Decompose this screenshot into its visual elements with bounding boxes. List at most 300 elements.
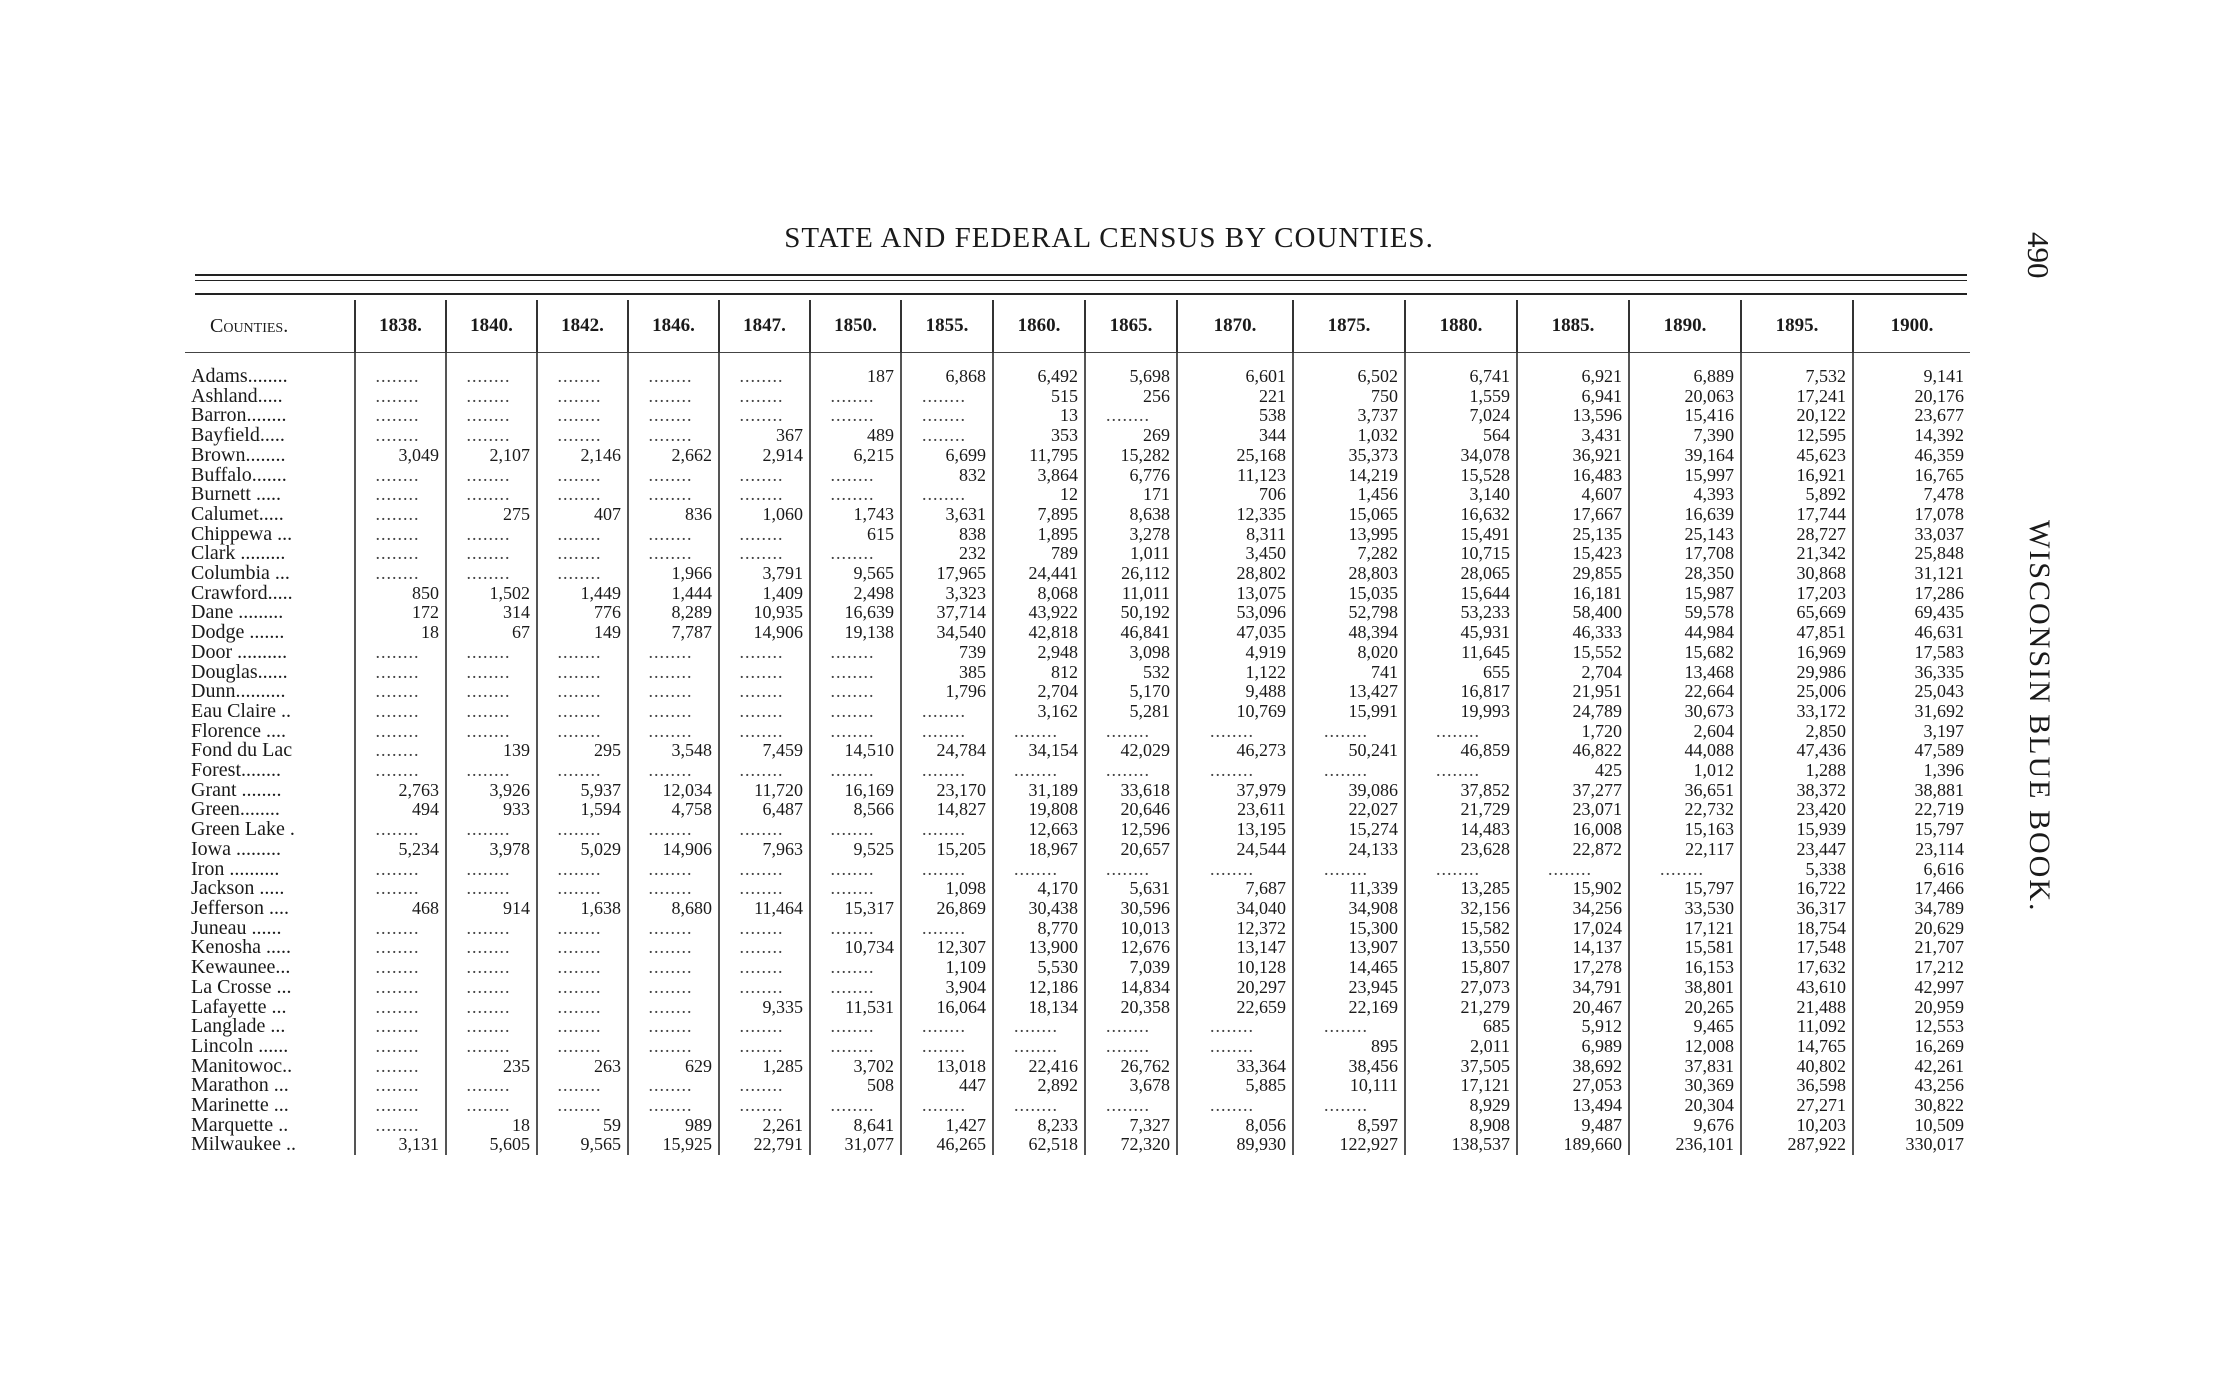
population-cell: ........ <box>446 978 537 998</box>
population-cell: ........ <box>901 387 993 407</box>
population-cell: ........ <box>1517 860 1629 880</box>
population-cell: 29,855 <box>1517 564 1629 584</box>
column-header-year: 1840. <box>446 300 537 353</box>
population-cell: 8,680 <box>628 899 719 919</box>
population-cell: ........ <box>901 761 993 781</box>
county-name: Fond du Lac <box>191 739 293 762</box>
population-cell: 9,565 <box>537 1135 628 1155</box>
spacer-row <box>185 353 1970 368</box>
population-cell: 367 <box>719 426 810 446</box>
population-cell: ........ <box>446 387 537 407</box>
population-cell: 33,364 <box>1177 1057 1293 1077</box>
population-cell: 1,796 <box>901 682 993 702</box>
population-cell: 38,456 <box>1293 1057 1405 1077</box>
population-cell: ........ <box>1177 761 1293 781</box>
population-cell: 37,714 <box>901 603 993 623</box>
population-cell: 1,098 <box>901 879 993 899</box>
population-cell: ........ <box>537 702 628 722</box>
population-cell: 38,692 <box>1517 1057 1629 1077</box>
population-cell: ........ <box>446 1037 537 1057</box>
column-header-year: 1860. <box>993 300 1085 353</box>
population-cell: 6,776 <box>1085 466 1177 486</box>
population-cell: 750 <box>1293 387 1405 407</box>
population-cell: 16,064 <box>901 998 993 1018</box>
population-cell: 685 <box>1405 1017 1517 1037</box>
population-cell: ........ <box>537 1017 628 1037</box>
population-cell: ........ <box>810 761 901 781</box>
population-cell: 6,989 <box>1517 1037 1629 1057</box>
population-cell: ........ <box>355 741 446 761</box>
population-cell: 8,641 <box>810 1116 901 1136</box>
population-cell: 172 <box>355 603 446 623</box>
population-cell: 2,498 <box>810 584 901 604</box>
population-cell: ........ <box>628 544 719 564</box>
population-cell: 17,548 <box>1741 938 1853 958</box>
population-cell: ........ <box>719 643 810 663</box>
population-cell: 9,487 <box>1517 1116 1629 1136</box>
population-cell: 3,162 <box>993 702 1085 722</box>
population-cell: 256 <box>1085 387 1177 407</box>
population-cell: 17,278 <box>1517 958 1629 978</box>
population-cell: ........ <box>537 643 628 663</box>
population-cell: ........ <box>355 879 446 899</box>
population-cell: 5,885 <box>1177 1076 1293 1096</box>
population-cell: 1,502 <box>446 584 537 604</box>
population-cell: 24,133 <box>1293 840 1405 860</box>
table-row <box>185 426 1970 446</box>
population-cell: ........ <box>537 820 628 840</box>
county-name: Lincoln ...... <box>191 1034 289 1057</box>
population-cell: 8,908 <box>1405 1116 1517 1136</box>
spacer-cell <box>1085 353 1177 368</box>
population-cell: 23,447 <box>1741 840 1853 860</box>
table-row <box>185 879 1970 899</box>
population-cell: 5,605 <box>446 1135 537 1155</box>
population-cell: 59 <box>537 1116 628 1136</box>
population-cell: ........ <box>719 1017 810 1037</box>
population-cell: 10,013 <box>1085 919 1177 939</box>
population-cell: 34,791 <box>1517 978 1629 998</box>
population-cell: 46,631 <box>1853 623 1970 643</box>
population-cell: ........ <box>1177 1017 1293 1037</box>
population-cell: 15,797 <box>1853 820 1970 840</box>
population-cell: 13,285 <box>1405 879 1517 899</box>
population-cell: 15,682 <box>1629 643 1741 663</box>
table-row <box>185 1037 1970 1057</box>
population-cell: 39,086 <box>1293 781 1405 801</box>
population-cell: 42,261 <box>1853 1057 1970 1077</box>
spacer-cell <box>810 353 901 368</box>
population-cell: 20,122 <box>1741 406 1853 426</box>
population-cell: ........ <box>1293 860 1405 880</box>
population-cell: 4,170 <box>993 879 1085 899</box>
population-cell: 69,435 <box>1853 603 1970 623</box>
population-cell: 850 <box>355 584 446 604</box>
population-cell: 30,596 <box>1085 899 1177 919</box>
population-cell: 14,827 <box>901 800 993 820</box>
population-cell: 6,487 <box>719 800 810 820</box>
population-cell: 14,765 <box>1741 1037 1853 1057</box>
population-cell: 2,604 <box>1629 722 1741 742</box>
county-name: Kenosha ..... <box>191 936 291 959</box>
population-cell: 43,610 <box>1741 978 1853 998</box>
population-cell: ........ <box>446 1017 537 1037</box>
population-cell: 14,465 <box>1293 958 1405 978</box>
population-cell: 3,323 <box>901 584 993 604</box>
population-cell: ........ <box>1293 761 1405 781</box>
population-cell: 532 <box>1085 663 1177 683</box>
population-cell: 18,134 <box>993 998 1085 1018</box>
population-cell: 27,053 <box>1517 1076 1629 1096</box>
population-cell: ........ <box>355 1057 446 1077</box>
population-cell: ........ <box>537 564 628 584</box>
population-cell: 22,416 <box>993 1057 1085 1077</box>
population-cell: 37,831 <box>1629 1057 1741 1077</box>
population-cell: 22,169 <box>1293 998 1405 1018</box>
population-cell: ........ <box>628 1096 719 1116</box>
spacer-cell <box>1629 353 1741 368</box>
population-cell: ........ <box>537 367 628 387</box>
population-cell: 13,900 <box>993 938 1085 958</box>
table-row <box>185 525 1970 545</box>
population-cell: 4,919 <box>1177 643 1293 663</box>
table-row <box>185 367 1970 387</box>
population-cell: 7,787 <box>628 623 719 643</box>
population-cell: 46,265 <box>901 1135 993 1155</box>
population-cell: 3,791 <box>719 564 810 584</box>
population-cell: ........ <box>537 525 628 545</box>
county-name: Marinette ... <box>191 1094 289 1117</box>
population-cell: 7,327 <box>1085 1116 1177 1136</box>
page-number <box>2022 232 2062 302</box>
population-cell: 15,274 <box>1293 820 1405 840</box>
population-cell: 22,719 <box>1853 800 1970 820</box>
population-cell: ........ <box>628 722 719 742</box>
table-row <box>185 919 1970 939</box>
population-cell: 25,848 <box>1853 544 1970 564</box>
population-cell: ........ <box>810 643 901 663</box>
population-cell: ........ <box>719 978 810 998</box>
population-cell: ........ <box>810 879 901 899</box>
population-cell: ........ <box>719 387 810 407</box>
population-cell: 11,092 <box>1741 1017 1853 1037</box>
table-row <box>185 1116 1970 1136</box>
population-cell: 8,020 <box>1293 643 1405 663</box>
population-cell: 508 <box>810 1076 901 1096</box>
population-cell: 20,467 <box>1517 998 1629 1018</box>
population-cell: 13,427 <box>1293 682 1405 702</box>
population-cell: ........ <box>628 682 719 702</box>
population-cell: 2,146 <box>537 446 628 466</box>
population-cell: 6,492 <box>993 367 1085 387</box>
spacer-cell <box>993 353 1085 368</box>
population-cell: 43,922 <box>993 603 1085 623</box>
population-cell: 15,797 <box>1629 879 1741 899</box>
population-cell: 15,552 <box>1517 643 1629 663</box>
population-cell: 46,841 <box>1085 623 1177 643</box>
population-cell: 17,203 <box>1741 584 1853 604</box>
population-cell: 515 <box>993 387 1085 407</box>
population-cell: ........ <box>628 998 719 1018</box>
population-cell: 15,991 <box>1293 702 1405 722</box>
population-cell: 895 <box>1293 1037 1405 1057</box>
population-cell: 6,921 <box>1517 367 1629 387</box>
population-cell: 36,921 <box>1517 446 1629 466</box>
population-cell: 12,596 <box>1085 820 1177 840</box>
population-cell: 21,951 <box>1517 682 1629 702</box>
header-row <box>185 300 1970 353</box>
population-cell: 5,912 <box>1517 1017 1629 1037</box>
population-cell: 11,645 <box>1405 643 1517 663</box>
population-cell: 16,483 <box>1517 466 1629 486</box>
population-cell: 58,400 <box>1517 603 1629 623</box>
population-cell: 706 <box>1177 485 1293 505</box>
population-cell: 6,616 <box>1853 860 1970 880</box>
column-header-year: 1847. <box>719 300 810 353</box>
population-cell: ........ <box>446 820 537 840</box>
population-cell: 47,035 <box>1177 623 1293 643</box>
population-cell: 15,581 <box>1629 938 1741 958</box>
population-cell: 20,646 <box>1085 800 1177 820</box>
population-cell: ........ <box>446 1076 537 1096</box>
population-cell: 2,011 <box>1405 1037 1517 1057</box>
population-cell: 15,205 <box>901 840 993 860</box>
table-row <box>185 998 1970 1018</box>
population-cell: ........ <box>355 702 446 722</box>
population-cell: 1,011 <box>1085 544 1177 564</box>
population-cell: 330,017 <box>1853 1135 1970 1155</box>
population-cell: 15,807 <box>1405 958 1517 978</box>
population-cell: 2,261 <box>719 1116 810 1136</box>
table-row <box>185 544 1970 564</box>
county-name: Clark ......... <box>191 542 286 565</box>
county-name: Iowa ......... <box>191 837 281 860</box>
population-cell: 34,256 <box>1517 899 1629 919</box>
population-cell: 13,018 <box>901 1057 993 1077</box>
population-cell: 13,596 <box>1517 406 1629 426</box>
population-cell: ........ <box>355 998 446 1018</box>
population-cell: ........ <box>719 860 810 880</box>
population-cell: 12,034 <box>628 781 719 801</box>
population-cell: 14,906 <box>719 623 810 643</box>
population-cell: ........ <box>355 525 446 545</box>
table-row <box>185 702 1970 722</box>
table-row <box>185 860 1970 880</box>
population-cell: 5,530 <box>993 958 1085 978</box>
population-cell: 20,304 <box>1629 1096 1741 1116</box>
population-cell: 425 <box>1517 761 1629 781</box>
population-cell: 15,423 <box>1517 544 1629 564</box>
population-cell: 32,156 <box>1405 899 1517 919</box>
population-cell: 10,734 <box>810 938 901 958</box>
population-cell: ........ <box>719 367 810 387</box>
population-cell: ........ <box>537 387 628 407</box>
county-name: Douglas...... <box>191 660 288 683</box>
county-name: Marquette .. <box>191 1113 289 1136</box>
population-cell: ........ <box>446 958 537 978</box>
population-cell: ........ <box>628 643 719 663</box>
population-cell: 3,140 <box>1405 485 1517 505</box>
population-cell: 3,978 <box>446 840 537 860</box>
population-cell: 812 <box>993 663 1085 683</box>
population-cell: ........ <box>901 426 993 446</box>
population-cell: 5,937 <box>537 781 628 801</box>
population-cell: ........ <box>446 998 537 1018</box>
population-cell: 17,583 <box>1853 643 1970 663</box>
population-cell: ........ <box>355 564 446 584</box>
population-cell: 15,987 <box>1629 584 1741 604</box>
population-cell: ........ <box>446 919 537 939</box>
population-cell: 275 <box>446 505 537 525</box>
table-row <box>185 1076 1970 1096</box>
population-cell: 45,623 <box>1741 446 1853 466</box>
population-cell: 3,049 <box>355 446 446 466</box>
population-cell: 62,518 <box>993 1135 1085 1155</box>
population-cell: 59,578 <box>1629 603 1741 623</box>
population-cell: ........ <box>446 1096 537 1116</box>
population-cell: ........ <box>993 860 1085 880</box>
population-cell: ........ <box>537 879 628 899</box>
population-cell: ........ <box>901 1017 993 1037</box>
population-cell: ........ <box>810 682 901 702</box>
population-cell: ........ <box>446 879 537 899</box>
population-cell: 15,065 <box>1293 505 1405 525</box>
population-cell: ........ <box>628 1076 719 1096</box>
population-cell: ........ <box>810 919 901 939</box>
population-cell: 15,997 <box>1629 466 1741 486</box>
population-cell: 9,465 <box>1629 1017 1741 1037</box>
population-cell: ........ <box>537 682 628 702</box>
population-cell: ........ <box>810 860 901 880</box>
population-cell: 42,818 <box>993 623 1085 643</box>
population-cell: ........ <box>446 485 537 505</box>
population-cell: ........ <box>537 1096 628 1116</box>
population-cell: ........ <box>719 1076 810 1096</box>
population-cell: 16,153 <box>1629 958 1741 978</box>
population-cell: ........ <box>719 544 810 564</box>
population-cell: ........ <box>628 485 719 505</box>
population-cell: ........ <box>628 978 719 998</box>
population-cell: 26,869 <box>901 899 993 919</box>
population-cell: ........ <box>446 938 537 958</box>
population-cell: 6,941 <box>1517 387 1629 407</box>
population-cell: ........ <box>810 1096 901 1116</box>
population-cell: ........ <box>993 1096 1085 1116</box>
population-cell: 6,868 <box>901 367 993 387</box>
population-cell: 3,431 <box>1517 426 1629 446</box>
population-cell: 13,075 <box>1177 584 1293 604</box>
population-cell: ........ <box>446 663 537 683</box>
population-cell: 6,741 <box>1405 367 1517 387</box>
population-cell: 30,868 <box>1741 564 1853 584</box>
population-cell: ........ <box>355 682 446 702</box>
population-cell: 5,281 <box>1085 702 1177 722</box>
population-cell: ........ <box>719 702 810 722</box>
population-cell: 44,088 <box>1629 741 1741 761</box>
table-row <box>185 643 1970 663</box>
population-cell: 34,540 <box>901 623 993 643</box>
population-cell: 13 <box>993 406 1085 426</box>
population-cell: 5,892 <box>1741 485 1853 505</box>
population-cell: 20,176 <box>1853 387 1970 407</box>
population-cell: 7,895 <box>993 505 1085 525</box>
population-cell: 17,965 <box>901 564 993 584</box>
table-row <box>185 584 1970 604</box>
spacer-cell <box>719 353 810 368</box>
table-row <box>185 1096 1970 1116</box>
population-cell: ........ <box>628 702 719 722</box>
population-cell: 989 <box>628 1116 719 1136</box>
population-cell: ........ <box>810 466 901 486</box>
population-cell: 20,358 <box>1085 998 1177 1018</box>
population-cell: ........ <box>537 998 628 1018</box>
population-cell: 13,494 <box>1517 1096 1629 1116</box>
population-cell: ........ <box>1177 1037 1293 1057</box>
population-cell: 34,789 <box>1853 899 1970 919</box>
table-row <box>185 800 1970 820</box>
population-cell: 2,704 <box>1517 663 1629 683</box>
table-row <box>185 446 1970 466</box>
population-cell: 20,629 <box>1853 919 1970 939</box>
population-cell: 1,122 <box>1177 663 1293 683</box>
county-name: Grant ........ <box>191 778 282 801</box>
population-cell: 122,927 <box>1293 1135 1405 1155</box>
population-cell: ........ <box>446 682 537 702</box>
population-cell: 15,035 <box>1293 584 1405 604</box>
population-cell: 34,154 <box>993 741 1085 761</box>
county-name: Dunn.......... <box>191 680 286 703</box>
population-cell: 25,168 <box>1177 446 1293 466</box>
population-cell: ........ <box>901 702 993 722</box>
population-cell: ........ <box>1085 406 1177 426</box>
population-cell: 31,189 <box>993 781 1085 801</box>
population-cell: 11,339 <box>1293 879 1405 899</box>
county-name: Kewaunee... <box>191 956 291 979</box>
population-cell: 18,967 <box>993 840 1085 860</box>
population-cell: 30,438 <box>993 899 1085 919</box>
population-cell: ........ <box>1177 1096 1293 1116</box>
table-row <box>185 1135 1970 1155</box>
population-cell: 11,531 <box>810 998 901 1018</box>
population-cell: 28,350 <box>1629 564 1741 584</box>
population-cell: 10,715 <box>1405 544 1517 564</box>
population-cell: 48,394 <box>1293 623 1405 643</box>
table-row <box>185 387 1970 407</box>
population-cell: 12,008 <box>1629 1037 1741 1057</box>
population-cell: 9,525 <box>810 840 901 860</box>
population-cell: ........ <box>355 485 446 505</box>
population-cell: 38,881 <box>1853 781 1970 801</box>
population-cell: 27,271 <box>1741 1096 1853 1116</box>
population-cell: ........ <box>810 1037 901 1057</box>
population-cell: 38,801 <box>1629 978 1741 998</box>
population-cell: ........ <box>719 761 810 781</box>
table-row <box>185 682 1970 702</box>
population-cell: 30,369 <box>1629 1076 1741 1096</box>
table-row <box>185 505 1970 525</box>
population-cell: ........ <box>537 1037 628 1057</box>
population-cell: ........ <box>810 958 901 978</box>
population-cell: 15,300 <box>1293 919 1405 939</box>
population-cell: 31,692 <box>1853 702 1970 722</box>
population-cell: 7,039 <box>1085 958 1177 978</box>
population-cell: 40,802 <box>1741 1057 1853 1077</box>
population-cell: 447 <box>901 1076 993 1096</box>
population-cell: 15,282 <box>1085 446 1177 466</box>
table-row <box>185 603 1970 623</box>
population-cell: 407 <box>537 505 628 525</box>
population-cell: ........ <box>719 1096 810 1116</box>
